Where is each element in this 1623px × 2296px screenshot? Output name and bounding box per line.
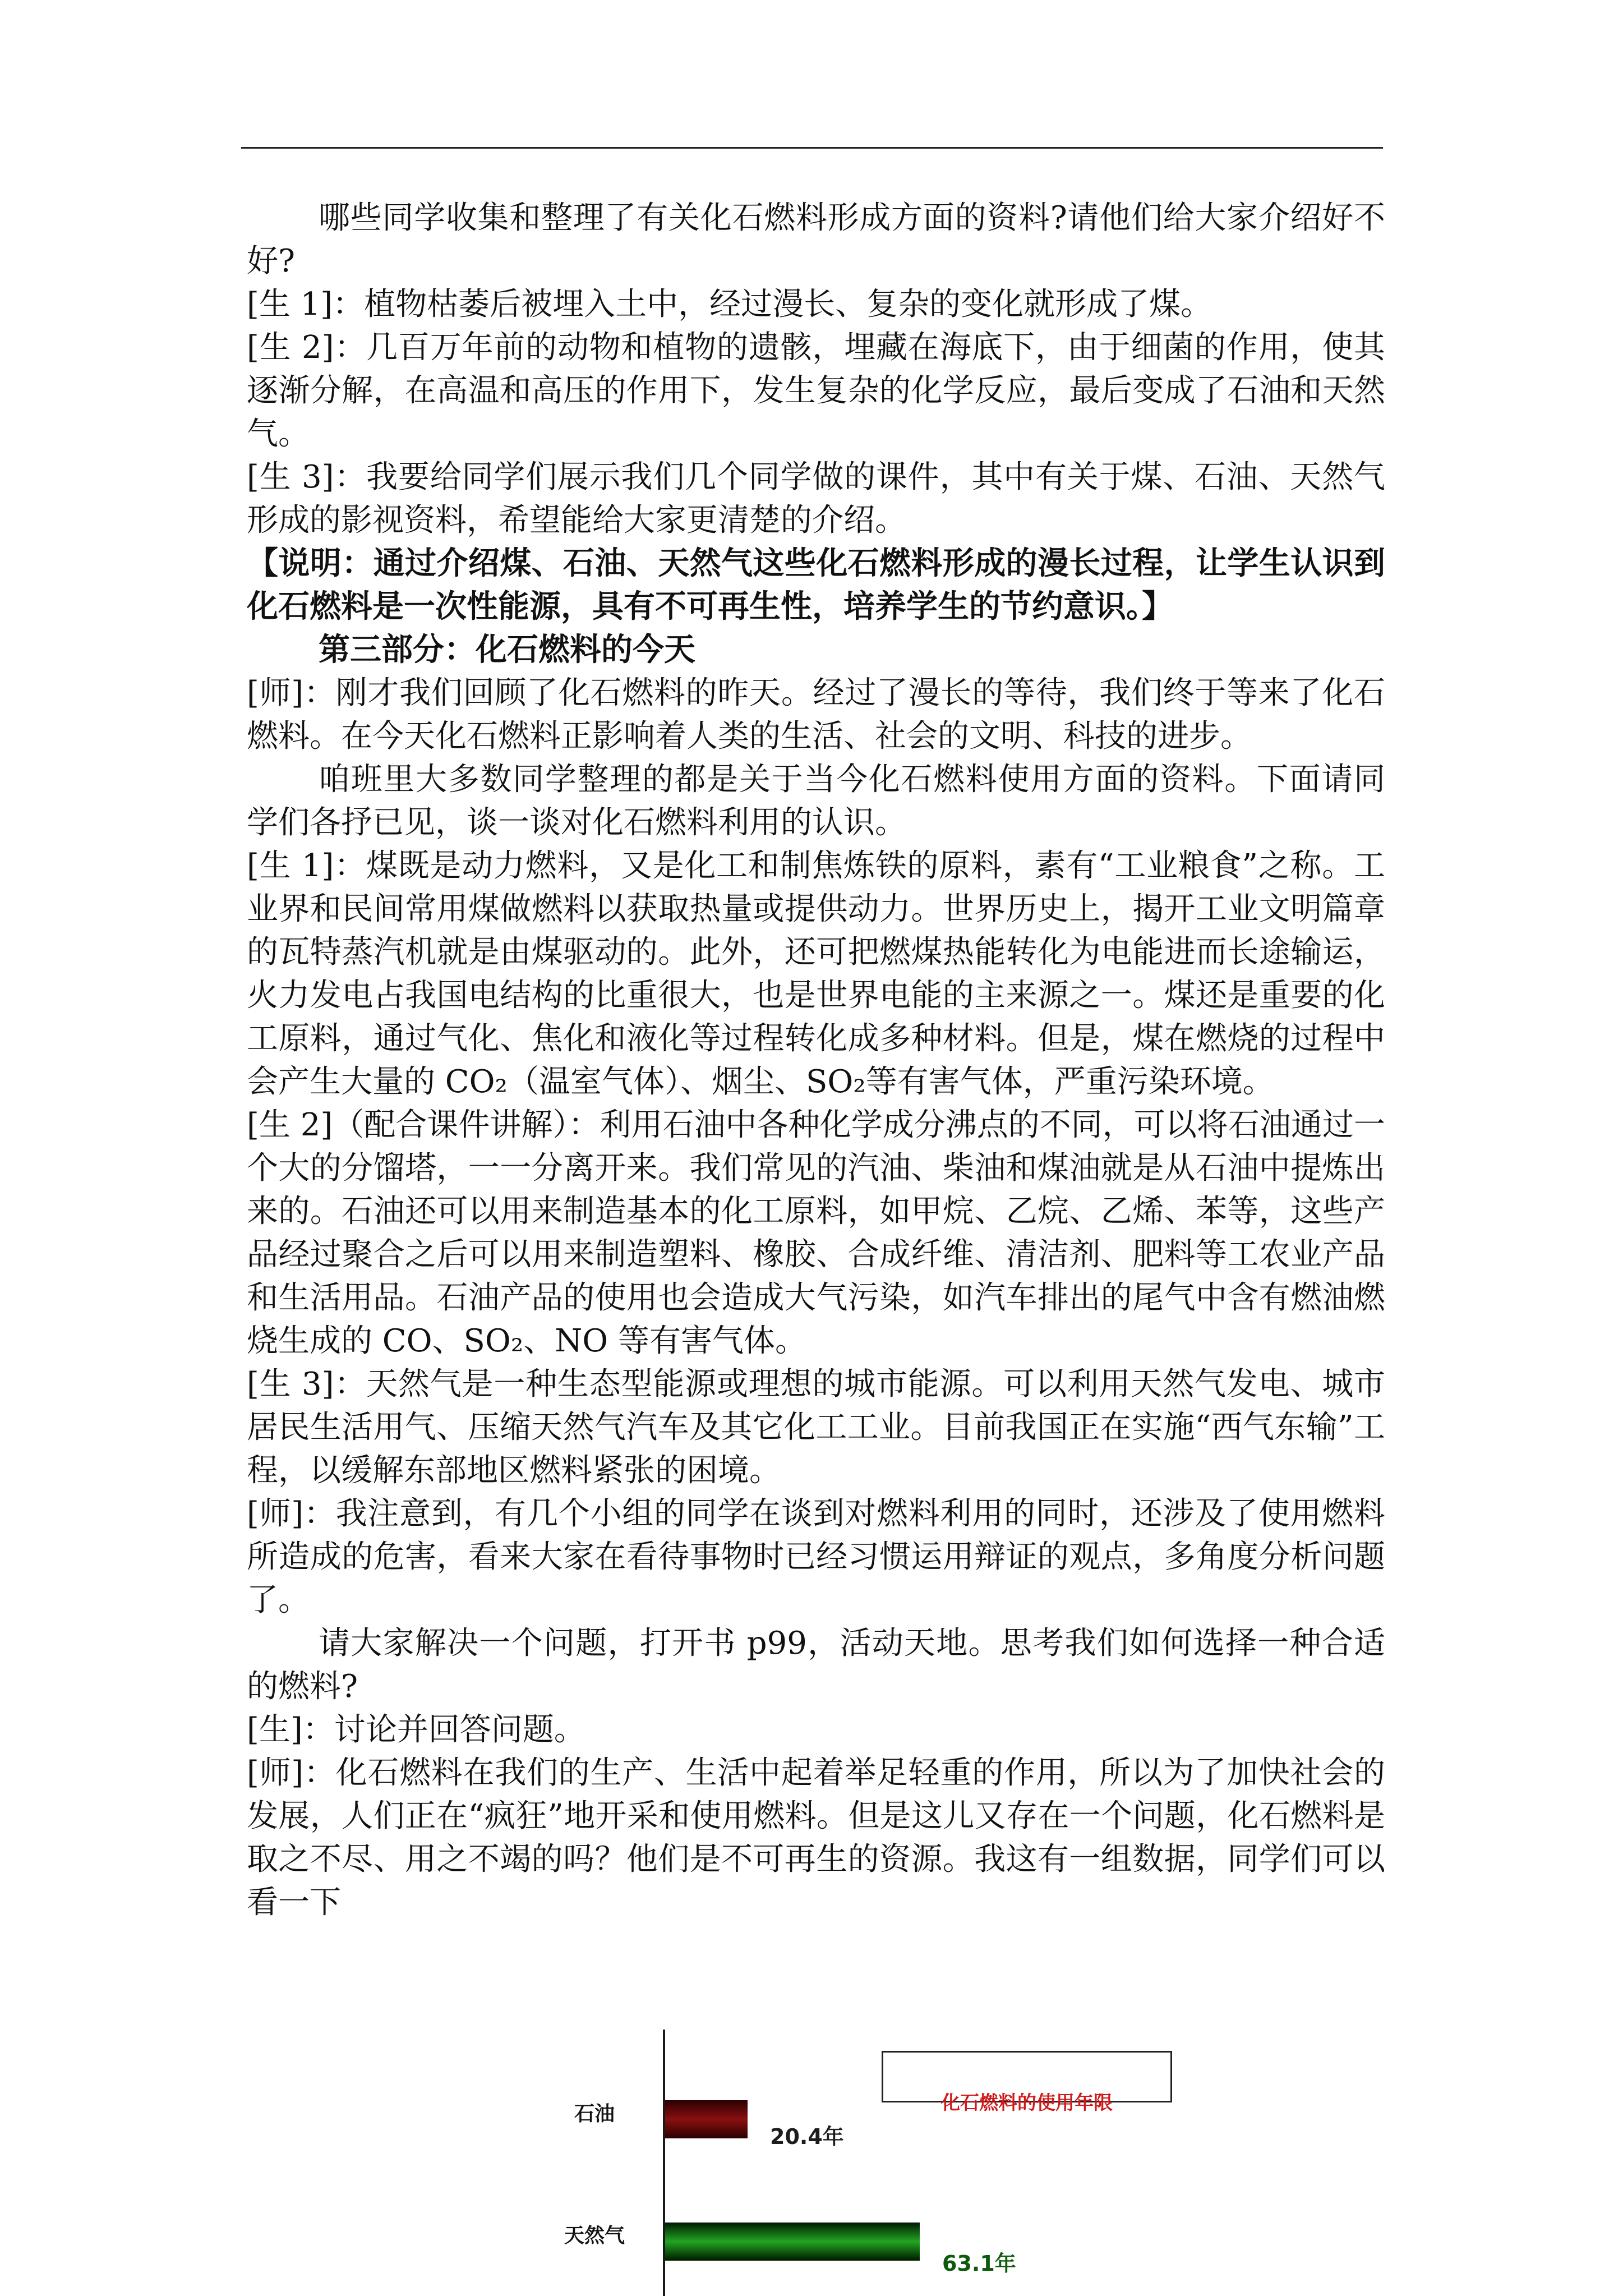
fuel-lifetime-chart xyxy=(0,2019,1623,2296)
paragraph: [生 3]：我要给同学们展示我们几个同学做的课件，其中有关于煤、石油、天然气形成的影视资料，希望能给大家更清楚的介绍。 xyxy=(247,459,1385,539)
paragraph: [生 1]：煤既是动力燃料，又是化工和制焦炼铁的原料，素有“工业粮食”之称。工业界和民间常用煤做燃料以获取热量或提供动力。世界历史上，揭开工业文明篇章的瓦特蒸汽机就是由煤驱动的。此外，还可把燃煤热能转化为电能进而长途输运，火力发电占我国电结构的比重很大，也是世界电能的主来源之一。煤还是重要的化工原料，通过气化、焦化和液化等过程转化成多种材料。但是，煤在燃烧的过程中会产生大量的 CO₂（温室气体）、烟尘、SO₂等有害气体，严重污染环境。 xyxy=(247,848,1385,1100)
chart-title-box xyxy=(882,2051,1172,2114)
paragraph: 哪些同学收集和整理了有关化石燃料形成方面的资料?请他们给大家介绍好不好? xyxy=(247,200,1385,279)
value-label-oil: 20.4年 xyxy=(770,2124,844,2149)
paragraph: [师]：化石燃料在我们的生产、生活中起着举足轻重的作用，所以为了加快社会的发展，人们正在“疯狂”地开采和使用燃料。但是这儿又存在一个问题，化石燃料是取之不尽、用之不竭的吗？他们是不可再生的资源。我这有一组数据，同学们可以看一下 xyxy=(247,1755,1385,1921)
paragraph: [生 3]：天然气是一种生态型能源或理想的城市能源。可以利用天然气发电、城市居民生活用气、压缩天然气汽车及其它化工工业。目前我国正在实施“西气东输”工程，以缓解东部地区燃料紧张的困境。 xyxy=(247,1366,1385,1489)
value-label-gas: 63.1年 xyxy=(942,2251,1016,2276)
paragraph: [生 2]（配合课件讲解）：利用石油中各种化学成分沸点的不同，可以将石油通过一个大的分馏塔，一一分离开来。我们常见的汽油、柴油和煤油就是从石油中提炼出来的。石油还可以用来制造基本的化工原料，如甲烷、乙烷、乙烯、苯等，这些产品经过聚合之后可以用来制造塑料、橡胶、合成纤维、清洁剂、肥料等工农业产品和生活用品。石油产品的使用也会造成大气污染，如汽车排出的尾气中含有燃油燃烧生成的 CO、SO₂、NO 等有害气体。 xyxy=(247,1107,1385,1359)
paragraph: [生 2]：几百万年前的动物和植物的遗骸，埋藏在海底下，由于细菌的作用，使其逐渐分解，在高温和高压的作用下，发生复杂的化学反应，最后变成了石油和天然气。 xyxy=(247,329,1385,452)
paragraph: [师]：刚才我们回顾了化石燃料的昨天。经过了漫长的等待，我们终于等来了化石燃料。在今天化石燃料正影响着人类的生活、社会的文明、科技的进步。 xyxy=(247,675,1385,754)
category-label-gas: 天然气 xyxy=(564,2224,625,2247)
header-rule xyxy=(241,147,1383,149)
bar-gas xyxy=(665,2223,920,2261)
category-label-oil: 石油 xyxy=(574,2102,615,2125)
paragraph: [师]：我注意到，有几个小组的同学在谈到对燃料利用的同时，还涉及了使用燃料所造成的危害，看来大家在看待事物时已经习惯运用辩证的观点，多角度分析问题了。 xyxy=(247,1496,1385,1618)
paragraph: 咱班里大多数同学整理的都是关于当今化石燃料使用方面的资料。下面请同学们各抒已见，谈一谈对化石燃料利用的认识。 xyxy=(247,761,1385,841)
paragraph: [生 1]：植物枯萎后被埋入土中，经过漫长、复杂的变化就形成了煤。 xyxy=(247,286,1212,323)
document-body xyxy=(247,196,1385,1924)
note-paragraph: 【说明：通过介绍煤、石油、天然气这些化石燃料形成的漫长过程，让学生认识到化石燃料是一次性能源，具有不可再生性，培养学生的节约意识。】 xyxy=(247,545,1385,625)
section-heading: 第三部分：化石燃料的今天 xyxy=(319,631,695,668)
chart-title: 化石燃料的使用年限 xyxy=(941,2092,1113,2114)
paragraph: 请大家解决一个问题，打开书 p99，活动天地。思考我们如何选择一种合适的燃料? xyxy=(247,1625,1385,1705)
paragraph: [生]：讨论并回答问题。 xyxy=(247,1711,585,1748)
bar-oil xyxy=(665,2100,748,2138)
